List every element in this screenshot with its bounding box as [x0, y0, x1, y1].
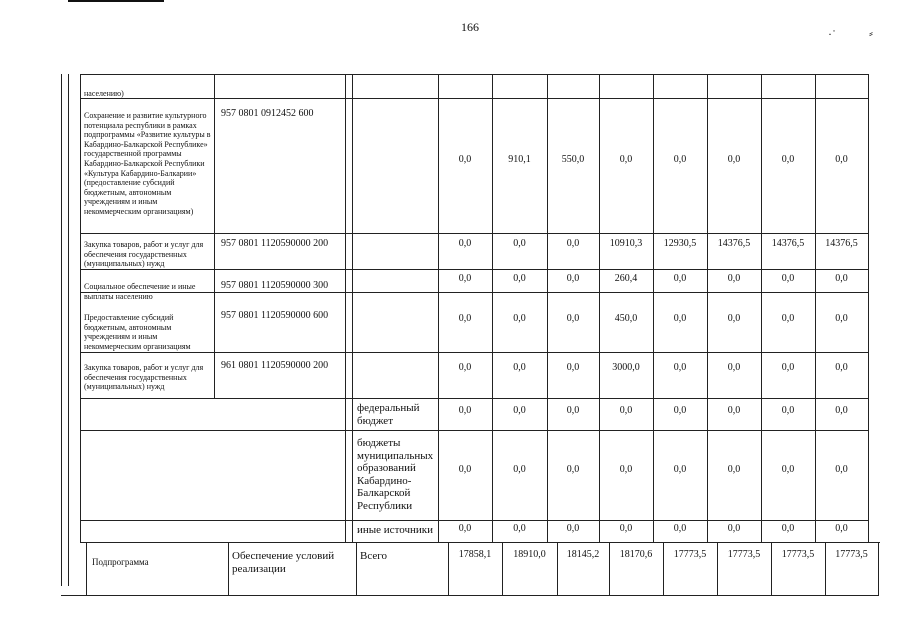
table-cell-value: 14376,5 [825, 238, 858, 249]
table-cell-value: 0,0 [835, 362, 848, 373]
value-column-rule [761, 74, 762, 542]
table-cell-value: 0,0 [673, 273, 687, 284]
table-cell-value: 0,0 [458, 313, 472, 324]
table-cell-value: 0,0 [458, 362, 472, 373]
table-cell-value: 0,0 [619, 405, 633, 416]
subprogram-label: Подпрограмма [92, 557, 149, 567]
table-cell-value: 0,0 [458, 405, 472, 416]
table-cell-value: 17773,5 [835, 549, 868, 560]
value-column-rule [492, 74, 493, 542]
table-cell-value: 0,0 [673, 362, 687, 373]
table-cell-value: 0,0 [619, 464, 633, 475]
table-cell-value: 0,0 [835, 464, 848, 475]
table-cell-value: 17773,5 [727, 549, 761, 560]
value-column-rule [707, 74, 708, 542]
table-cell-value: 0,0 [727, 273, 741, 284]
budget-code: 961 0801 1120590000 200 [221, 360, 329, 371]
table-cell-value: 0,0 [781, 523, 795, 534]
table-cell-value: 0,0 [566, 238, 580, 249]
value-column-rule [868, 74, 869, 542]
table-rule [80, 430, 868, 431]
scan-mark: ⸗ [869, 26, 873, 40]
table-cell-value: 910,1 [508, 154, 531, 165]
table-cell-value: 0,0 [513, 273, 526, 284]
table-cell-value: 0,0 [513, 362, 526, 373]
table-left-border [68, 74, 69, 586]
table-cell-value: 260,4 [614, 273, 638, 284]
table-cell-value: 0,0 [673, 313, 687, 324]
table-cell-value: 0,0 [781, 362, 795, 373]
table-rule [80, 74, 81, 542]
table-rule [80, 269, 868, 270]
table-rule [61, 595, 879, 596]
funding-source-label: бюджеты муниципальных образований Кабардино-Балкарской Республики [357, 437, 434, 512]
table-cell-value: 0,0 [673, 405, 687, 416]
table-cell-value: 0,0 [458, 238, 472, 249]
table-cell-value: 450,0 [614, 313, 638, 324]
scan-mark: ·˙ [828, 27, 836, 41]
table-rule [80, 233, 868, 234]
table-rule [80, 520, 868, 521]
table-cell-value: 0,0 [727, 362, 741, 373]
value-column-rule [599, 74, 600, 542]
subprogram-name: Обеспечение условий реализации [232, 550, 335, 575]
table-cell-value: 0,0 [566, 523, 580, 534]
funding-source-label: иные источники [357, 524, 433, 536]
table-rule [80, 542, 880, 543]
table-cell-value: 0,0 [673, 154, 687, 165]
table-cell-value: 0,0 [727, 313, 741, 324]
table-cell-value: 0,0 [458, 154, 472, 165]
table-cell-value: 18145,2 [566, 549, 600, 560]
table-cell-value: 3000,0 [612, 362, 640, 373]
table-cell-value: 0,0 [458, 273, 472, 284]
table-cell-value: 0,0 [781, 154, 795, 165]
table-rule [80, 398, 868, 399]
table-cell-value: 0,0 [781, 464, 795, 475]
table-cell-value: 10910,3 [609, 238, 643, 249]
table-cell-value: 0,0 [727, 405, 741, 416]
table-cell-value: 14376,5 [717, 238, 751, 249]
value-column-rule [878, 542, 879, 595]
table-cell-value: 0,0 [781, 273, 795, 284]
budget-code: 957 0801 0912452 600 [221, 108, 314, 119]
table-cell-value: 0,0 [458, 523, 472, 534]
table-cell-value: 0,0 [727, 464, 741, 475]
table-left-border [61, 74, 62, 586]
table-cell-value: 0,0 [673, 464, 687, 475]
value-column-rule [547, 74, 548, 542]
table-cell-value: 0,0 [619, 154, 633, 165]
table-cell-value: 0,0 [566, 313, 580, 324]
table-cell-value: 0,0 [566, 405, 580, 416]
budget-code: 957 0801 1120590000 600 [221, 310, 329, 321]
value-column-rule [815, 74, 816, 542]
row-description: Предоставление субсидий бюджетным, автономным учреждениям и иным некоммерческим организациям [84, 313, 191, 351]
table-cell-value: 12930,5 [663, 238, 697, 249]
table-cell-value: 0,0 [835, 405, 848, 416]
table-rule [352, 74, 353, 542]
table-cell-value: 0,0 [513, 464, 526, 475]
table-cell-value: 0,0 [619, 523, 633, 534]
table-rule [345, 74, 346, 542]
table-cell-value: 0,0 [835, 273, 848, 284]
table-cell-value: 17773,5 [673, 549, 707, 560]
table-rule [86, 542, 87, 595]
table-cell-value: 0,0 [566, 273, 580, 284]
row-description: Социальное обеспечение и иные выплаты населению [84, 282, 196, 301]
table-cell-value: 0,0 [513, 313, 526, 324]
table-cell-value: 0,0 [673, 523, 687, 534]
table-cell-value: 550,0 [561, 154, 585, 165]
table-cell-value: 0,0 [727, 154, 741, 165]
row-description: Сохранение и развитие культурного потенциала республики в рамках подпрограммы «Развитие культуры в Кабардино-Балкарской Республике» государственной программы Кабардино-Балкарской Республики «Культура Кабардино-Балкарии» (предоставление субсидий бюджетным, автономным учреждениям и иным некоммерческим организациям) [84, 111, 211, 216]
row-description: Закупка товаров, работ и услуг для обеспечения государственных (муниципальных) нужд [84, 363, 204, 392]
table-cell-value: 0,0 [513, 523, 526, 534]
row-description: населению) [84, 89, 124, 98]
budget-code: 957 0801 1120590000 300 [221, 280, 329, 291]
table-cell-value: 17773,5 [781, 549, 815, 560]
table-cell-value: 0,0 [781, 313, 795, 324]
table-cell-value: 0,0 [566, 362, 580, 373]
table-rule [228, 542, 229, 595]
table-cell-value: 0,0 [835, 523, 848, 534]
value-column-rule [653, 74, 654, 542]
funding-source-label: федеральный бюджет [357, 402, 420, 427]
value-column-rule [438, 74, 439, 542]
table-cell-value: 0,0 [513, 238, 526, 249]
table-cell-value: 17858,1 [458, 549, 492, 560]
table-cell-value: 0,0 [513, 405, 526, 416]
page-number: 166 [461, 20, 479, 34]
table-rule [80, 352, 868, 353]
table-cell-value: 18170,6 [619, 549, 653, 560]
table-rule [356, 542, 357, 595]
budget-code: 957 0801 1120590000 200 [221, 238, 329, 249]
table-cell-value: 0,0 [781, 405, 795, 416]
table-cell-value: 0,0 [458, 464, 472, 475]
table-cell-value: 0,0 [566, 464, 580, 475]
subprogram-source: Всего [360, 550, 387, 562]
table-cell-value: 0,0 [835, 313, 848, 324]
row-description: Закупка товаров, работ и услуг для обеспечения государственных (муниципальных) нужд [84, 240, 204, 269]
table-cell-value: 18910,0 [513, 549, 546, 560]
table-cell-value: 14376,5 [771, 238, 805, 249]
table-cell-value: 0,0 [727, 523, 741, 534]
table-rule [80, 74, 868, 75]
table-cell-value: 0,0 [835, 154, 848, 165]
